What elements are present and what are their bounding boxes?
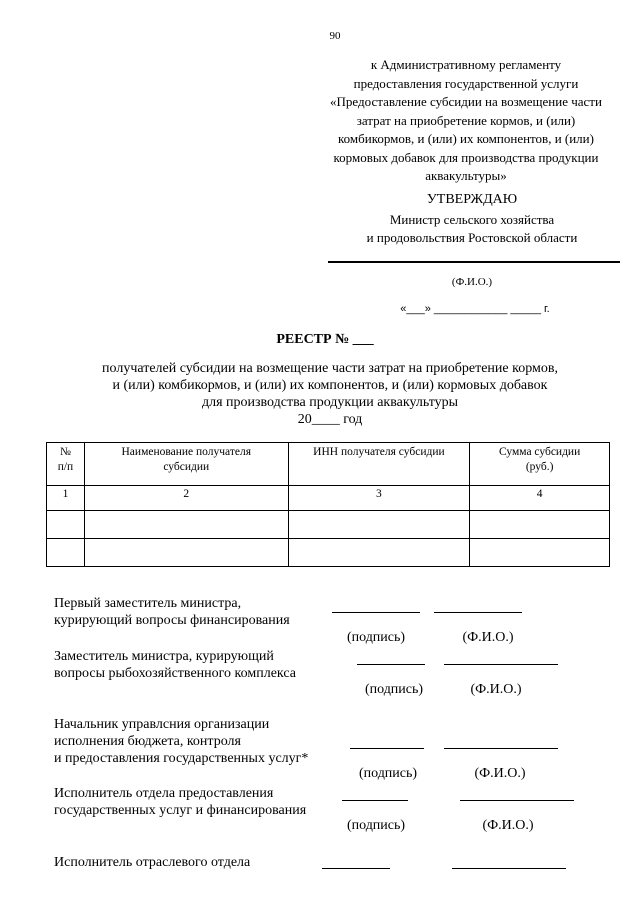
table-row	[47, 539, 610, 567]
fio-blank	[444, 748, 558, 749]
signatory-first-deputy	[54, 595, 290, 629]
fio-blank	[452, 868, 566, 869]
signatory-budget-head	[54, 716, 308, 767]
fio-caption: (Ф.И.О.)	[482, 818, 534, 833]
approval-position-line2: и продовольствия Ростовской области	[366, 230, 578, 245]
table-cell: 2	[84, 486, 288, 511]
signature-caption: (подпись)	[346, 818, 406, 833]
annex-header-line: комбикормов, и (или) их компонентов, и (или)	[338, 131, 594, 146]
signatory-executor-services	[54, 785, 306, 819]
signature-caption: (подпись)	[346, 630, 406, 645]
col-header-number: № п/п	[47, 443, 85, 486]
fio-blank	[444, 664, 558, 665]
signatory-text: Начальник управлсния организации	[54, 717, 270, 732]
approval-fio-caption: (Ф.И.О.)	[451, 276, 493, 288]
register-subtitle	[40, 360, 620, 428]
fio-caption: (Ф.И.О.)	[462, 630, 514, 645]
table-cell	[47, 539, 85, 567]
signature-caption: (подпись)	[364, 682, 424, 697]
table-cell	[84, 539, 288, 567]
registry-table	[46, 442, 610, 567]
table-cell: 4	[470, 486, 610, 511]
signatory-text: Исполнитель отдела предоставления	[54, 786, 274, 801]
table-cell	[84, 511, 288, 539]
approval-date: «___» ____________ _____ г.	[400, 303, 550, 315]
signature-blank	[342, 800, 408, 801]
signatory-text: курирующий вопросы финансирования	[54, 613, 290, 628]
table-cell: 1	[47, 486, 85, 511]
table-cell	[470, 539, 610, 567]
signature-blank	[357, 664, 425, 665]
signature-caption: (подпись)	[358, 766, 418, 781]
table-cell: 3	[288, 486, 470, 511]
table-header-row	[47, 443, 610, 486]
col-header-amount: Сумма субсидии (руб.)	[470, 443, 610, 486]
fio-blank	[460, 800, 574, 801]
signatory-text: исполнения бюджета, контроля	[54, 734, 241, 749]
fio-caption: (Ф.И.О.)	[470, 682, 522, 697]
annex-header-line: предоставления государственной услуги	[353, 75, 579, 91]
col-header-recipient: Наименование получателя субсидии	[84, 443, 288, 486]
signatory-text: и предоставления государственных услуг*	[54, 751, 309, 766]
table-row	[47, 486, 610, 511]
table-cell	[47, 511, 85, 539]
signature-blank	[350, 748, 424, 749]
signatory-text: Исполнитель отраслевого отдела	[54, 855, 251, 870]
approval-position-line1: Министр сельского хозяйства	[389, 212, 555, 227]
table-row	[47, 511, 610, 539]
signatory-text: государственных услуг и финансирования	[54, 803, 307, 818]
register-title: РЕЕСТР № ___	[276, 332, 374, 347]
signatory-deputy-fishery	[54, 648, 296, 682]
signatory-text: Заместитель министра, курирующий	[54, 649, 274, 664]
fio-blank	[434, 612, 522, 613]
table-cell	[288, 539, 470, 567]
page-number: 90	[329, 30, 341, 42]
signatory-executor-branch	[54, 854, 250, 871]
approval-signature-line	[328, 261, 620, 263]
annex-header-line: «Предоставление субсидии на возмещение части	[330, 94, 602, 109]
register-subtitle-line: для производства продукции аквакультуры	[201, 395, 459, 410]
register-subtitle-line: и (или) комбикормов, и (или) их компонентов, и (или) кормовых добавок	[112, 378, 548, 393]
approval-title: УТВЕРЖДАЮ	[426, 192, 518, 207]
register-subtitle-line: получателей субсидии на возмещение части затрат на приобретение кормов,	[102, 361, 558, 376]
table-cell	[470, 511, 610, 539]
signatory-text: Первый заместитель министра,	[54, 596, 242, 611]
annex-header-line: к Административному регламенту	[370, 57, 562, 72]
signatory-text: вопросы рыбохозяйственного комплекса	[54, 666, 296, 681]
annex-header-line: аквакультуры»	[425, 168, 507, 183]
fio-caption: (Ф.И.О.)	[474, 766, 526, 781]
annex-header	[296, 56, 636, 186]
register-year: 20____ год	[297, 412, 363, 427]
table-cell	[288, 511, 470, 539]
annex-header-line: затрат на приобретение кормов, и (или)	[356, 112, 576, 128]
signature-blank	[322, 868, 390, 869]
annex-header-line: кормовых добавок для производства продукции	[333, 149, 599, 165]
col-header-inn: ИНН получателя субсидии	[288, 443, 470, 486]
signature-blank	[332, 612, 420, 613]
